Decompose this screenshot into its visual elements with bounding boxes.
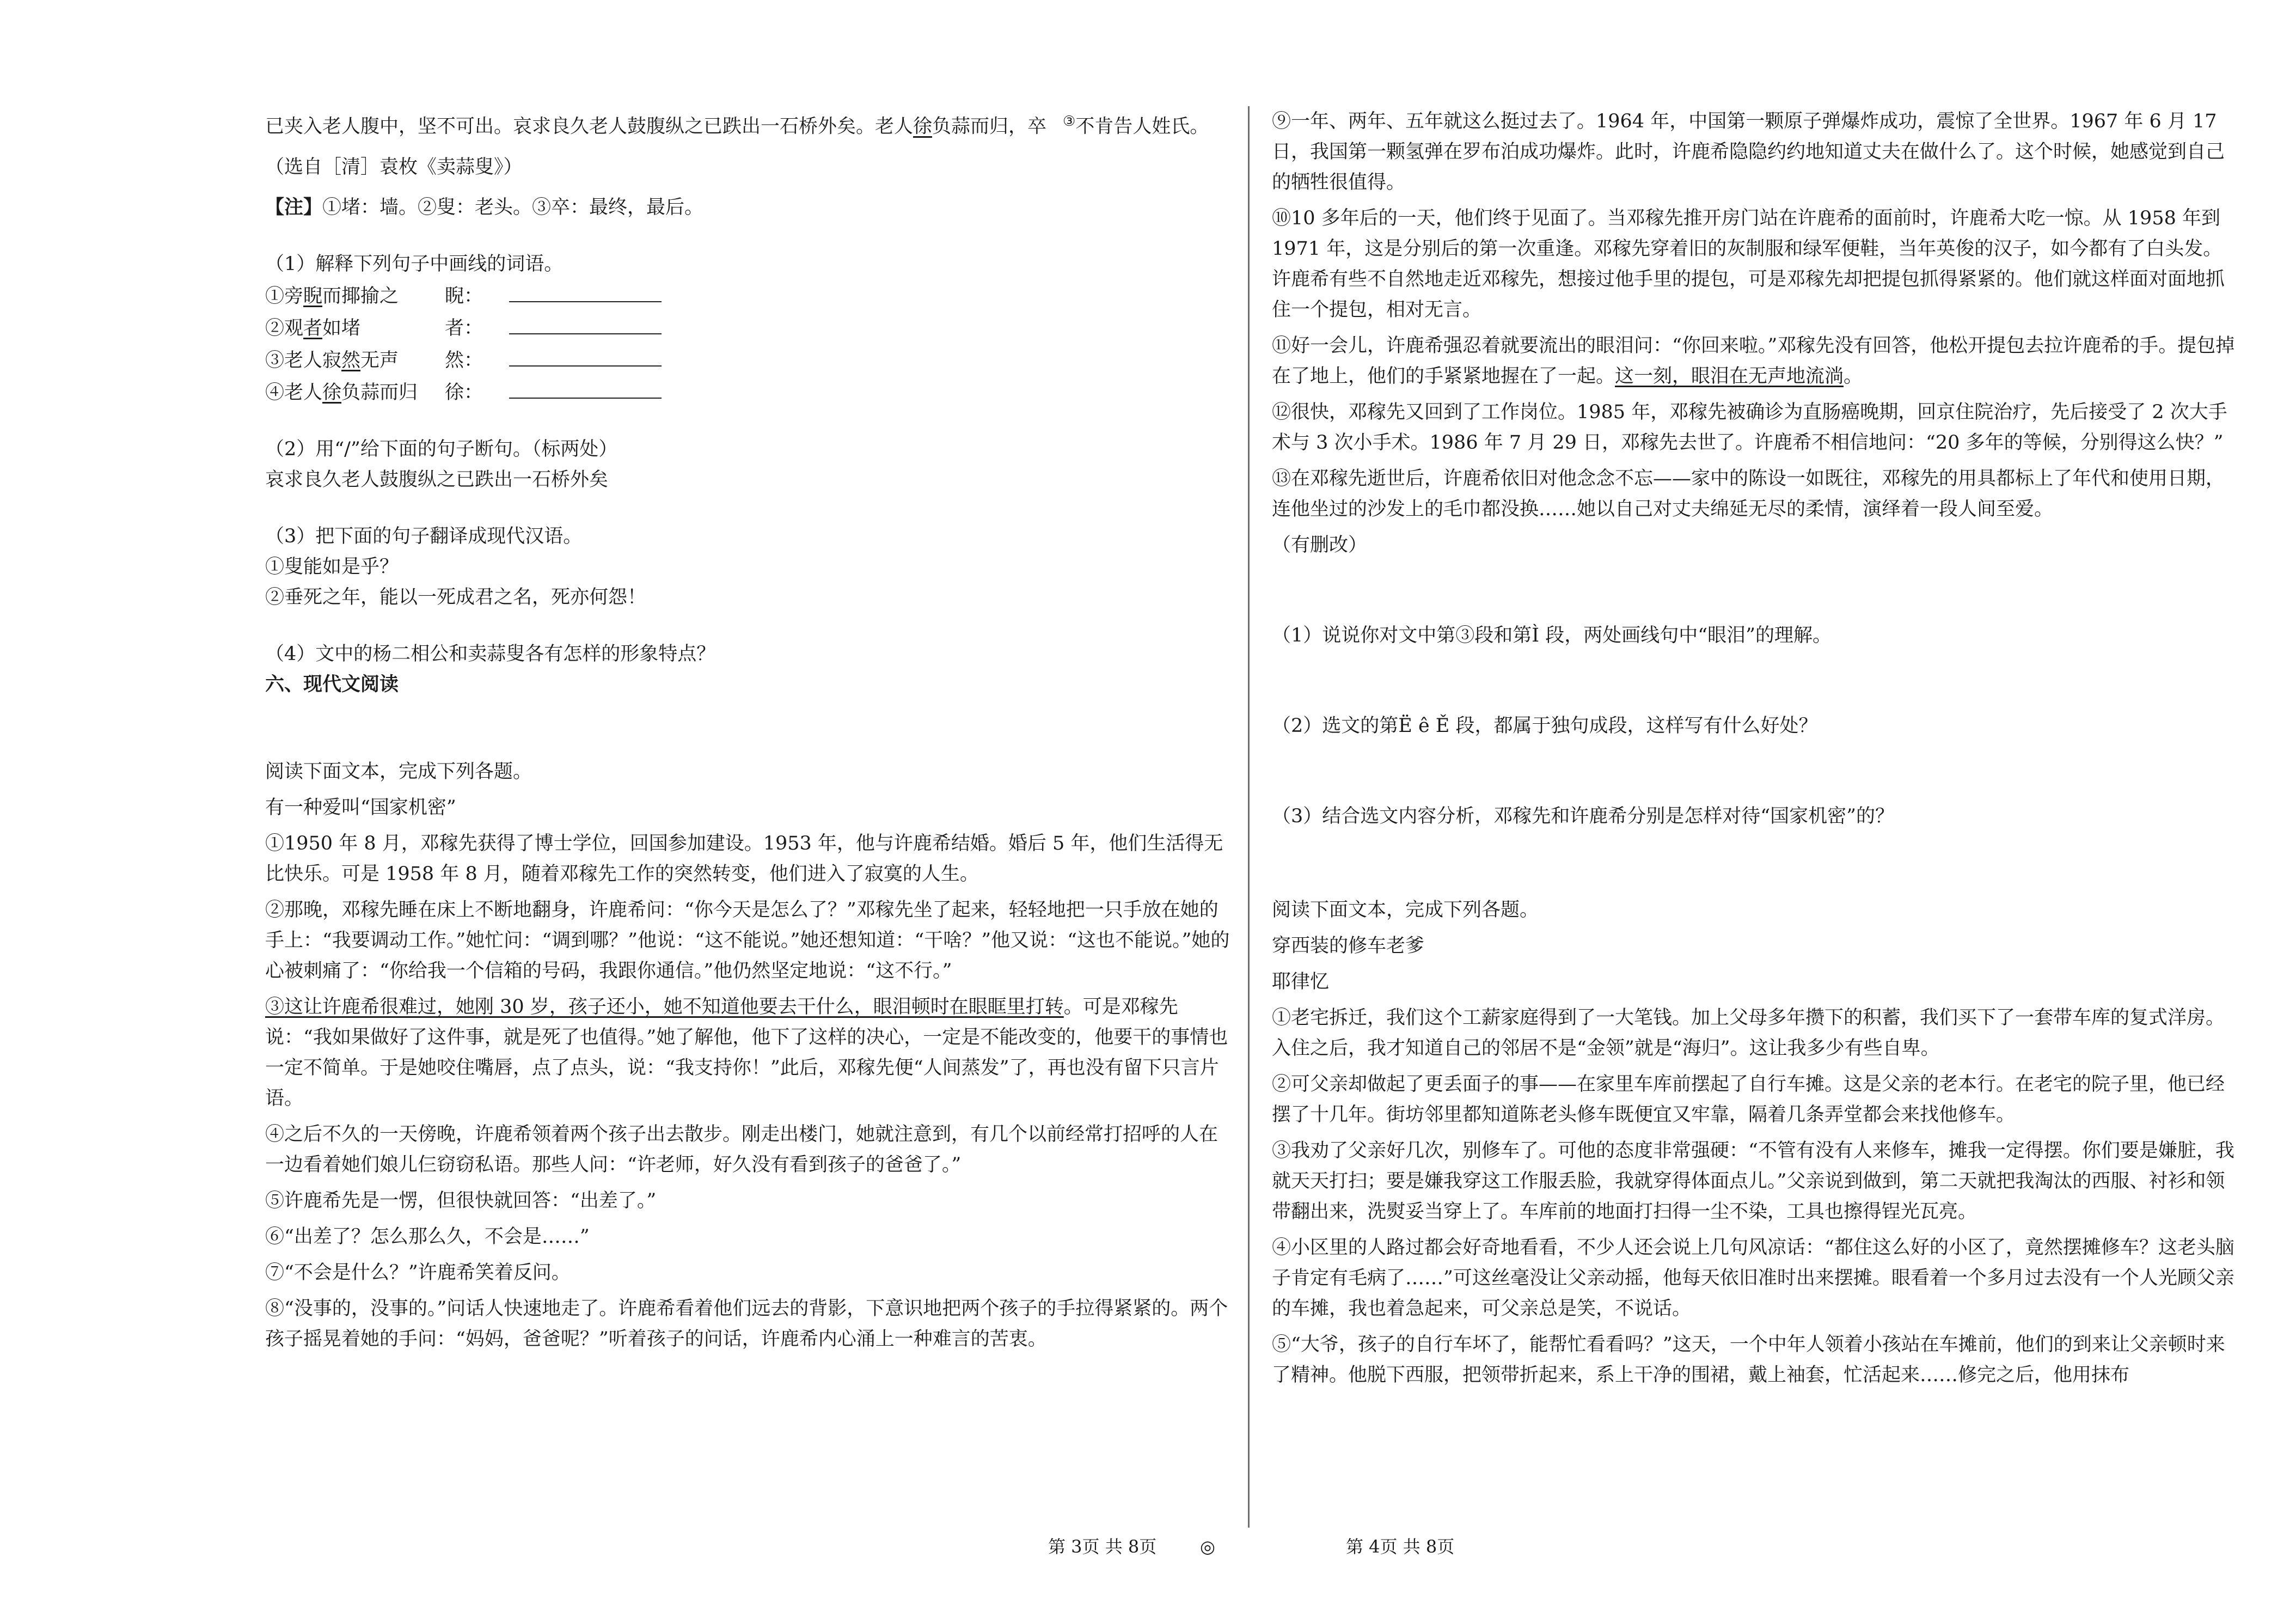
- q1-item: ④老人徐负蒜而归 徐：: [265, 376, 1232, 408]
- paragraph: ⑧“没事的，没事的。”问话人快速地走了。许鹿希看着他们远去的背影，下意识地把两个孩子的手拉得紧紧的。两个孩子摇晃着她的手问：“妈妈，爸爸呢？”听着孩子的问话，许鹿希内心涌上一种难言的苦衷。: [265, 1297, 1228, 1350]
- passage-title: 有一种爱叫“国家机密”: [265, 796, 456, 819]
- footnote-marker: ③: [1063, 113, 1076, 130]
- paragraph: ④之后不久的一天傍晚，许鹿希领着两个孩子出去散步。刚走出楼门，她就注意到，有几个以前经常打招呼的人在一边看着她们娘儿仨窃窃私语。那些人问：“许老师，好久没有看到孩子的爸爸了。”: [265, 1123, 1219, 1176]
- underlined-sentence: ③这让许鹿希很难过，她刚 30 岁，孩子还小，她不知道他要去干什么，眼泪顿时在眼眶里打转: [265, 996, 1064, 1018]
- paragraph: ⑨一年、两年、五年就这么挺过去了。1964 年，中国第一颗原子弹爆炸成功，震惊了全世界。1967 年 6 月 17 日，我国第一颗氢弹在罗布泊成功爆炸。此时，许鹿希隐隐约约地知道丈夫在做什么了。这个时候，她感觉到自己的牺牲很值得。: [1272, 111, 2225, 193]
- paragraph: ⑬在邓稼先逝世后，许鹿希依旧对他念念不忘——家中的陈设一如既往，邓稼先的用具都标上了年代和使用日期，连他坐过的沙发上的毛巾都没换……她以自己对丈夫绵延无尽的柔情，演绎着一段人间至爱。: [1272, 468, 2225, 520]
- answer-blank[interactable]: [509, 312, 662, 334]
- question-3-item: ②垂死之年，能以一死成君之名，死亦何怨！: [265, 586, 647, 608]
- section-heading: 六、现代文阅读: [265, 673, 399, 695]
- text-segment: 已夹入老人腹中，坚不可出。哀求良久老人鼓腹纵之已跌出一石桥外矣。老人: [265, 115, 914, 138]
- passage-title: 穿西装的修车老爹: [1272, 935, 1425, 957]
- q1-item: ①旁睨而揶揄之 睨：: [265, 279, 1232, 312]
- paragraph: ⑤“大爷，孩子的自行车坏了，能帮忙看看吗？”这天，一个中年人领着小孩站在车摊前，他们的到来让父亲顿时来了精神。他脱下西服，把领带折起来，系上干净的围裙，戴上袖套，忙活起来……修完之后，他用抹布: [1272, 1334, 2225, 1386]
- paragraph: ⑩10 多年后的一天，他们终于见面了。当邓稼先推开房门站在许鹿希的面前时，许鹿希大吃一惊。从 1958 年到 1971 年，这是分别后的第一次重逢。邓稼先穿着旧的灰制服和绿军便鞋，当年英俊的汉子，如今都有了白头发。许鹿希有些不自然地走近邓稼先，想接过他手里的提包，可是邓稼先却把提包抓得紧紧的。他们就这样面对面地抓住一个提包，相对无言。: [1272, 207, 2225, 321]
- right-column: [1272, 106, 2238, 1390]
- annotation: [265, 192, 1232, 223]
- question-2: （2）选文的第Ë ê Ě 段，都属于独句成段，这样写有什么好处？: [1272, 715, 1818, 737]
- underlined-sentence: 这一刻，眼泪在无声地流淌: [1615, 365, 1844, 387]
- classical-text-ending: [265, 106, 1232, 142]
- q1-item: ②观者如堵 者：: [265, 312, 1232, 344]
- q1-item: ③老人寂然无声 然：: [265, 344, 1232, 376]
- question-2-text: 哀求良久老人鼓腹纵之已跌出一石桥外矣: [265, 468, 609, 491]
- text-segment: 不肯告人姓氏。: [1075, 115, 1209, 138]
- underlined-word: 徐: [913, 115, 933, 138]
- underlined-word: 然: [341, 349, 361, 371]
- page-number-left: 第 3页 共 8页: [1048, 1536, 1157, 1557]
- source-note: （有删改）: [1272, 534, 1368, 556]
- left-column: [265, 106, 1232, 1354]
- paragraph: ②可父亲却做起了更丢面子的事——在家里车库前摆起了自行车摊。这是父亲的老本行。在老宅的院子里，他已经摆了十几年。街坊邻里都知道陈老头修车既便宜又牢靠，隔着几条弄堂都会来找他修车。: [1272, 1073, 2225, 1126]
- question-2: （2）用“/”给下面的句子断句。（标两处）: [265, 438, 618, 460]
- underlined-word: 者: [303, 317, 323, 339]
- paragraph: ⑪好一会儿，许鹿希强忍着就要流出的眼泪问：“你回来啦。”邓稼先没有回答，他松开提包去拉许鹿希的手。提包掉在了地上，他们的手紧紧地握在了一起。这一刻，眼泪在无声地流淌。: [1272, 335, 2235, 387]
- text-segment: 负蒜而归，卒: [932, 115, 1047, 138]
- paragraph: ①1950 年 8 月，邓稼先获得了博士学位，回国参加建设。1953 年，他与许鹿希结婚。婚后 5 年，他们生活得无比快乐。可是 1958 年 8 月，随着邓稼先工作的突然转变，他们进入了寂寞的人生。: [265, 832, 1223, 885]
- underlined-word: 徐: [322, 381, 342, 404]
- paragraph: ⑤许鹿希先是一愣，但很快就回答：“出差了。”: [265, 1189, 657, 1212]
- paragraph: ⑦“不会是什么？”许鹿希笑着反问。: [265, 1261, 571, 1284]
- paragraph: ④小区里的人路过都会好奇地看看，不少人还会说上几句风凉话：“都住这么好的小区了，竟然摆摊修车？这老头脑子肯定有毛病了……”可这丝毫没让父亲动摇，他每天依旧准时出来摆摊。眼看着一个多月过去没有一个人光顾父亲的车摊，我也着急起来，可父亲总是笑，不说话。: [1272, 1237, 2234, 1320]
- paragraph: ⑥“出差了？怎么那么久，不会是……”: [265, 1225, 590, 1248]
- answer-blank[interactable]: [509, 279, 662, 302]
- question-1: （1）说说你对文中第③段和第Ì 段，两处画线句中“眼泪”的理解。: [1272, 625, 1832, 646]
- underlined-word: 睨: [303, 285, 323, 307]
- passage-author: 耶律忆: [1272, 971, 1330, 993]
- page-number-right: 第 4页 共 8页: [1346, 1536, 1455, 1557]
- answer-blank[interactable]: [509, 344, 662, 367]
- annotation-text: ①堵：墙。②叟：老头。③卒：最终，最后。: [322, 196, 704, 218]
- paragraph: ⑫很快，邓稼先又回到了工作岗位。1985 年，邓稼先被确诊为直肠癌晚期，回京住院治疗，先后接受了 2 次大手术与 3 次小手术。1986 年 7 月 29 日，邓稼先去世了。许鹿希不相信地问：“20 多年的等候，分别得这么快？”: [1272, 401, 2227, 454]
- annotation-label: 【注】: [265, 196, 323, 218]
- paragraph: ②那晚，邓稼先睡在床上不断地翻身，许鹿希问：“你今天是怎么了？”邓稼先坐了起来，轻轻地把一只手放在她的手上：“我要调动工作。”她忙问：“调到哪？”他说：“这不能说。”她还想知道：“干啥？”他又说：“这也不能说。”她的心被刺痛了：“你给我一个信箱的号码，我跟你通信。”他仍然坚定地说：“这不行。”: [265, 899, 1230, 982]
- question-3: （3）把下面的句子翻译成现代汉语。: [265, 525, 583, 547]
- paragraph: ③我劝了父亲好几次，别修车了。可他的态度非常强硬：“不管有没有人来修车，摊我一定得摆。你们要是嫌脏，我就天天打扫；要是嫌我穿这工作服丢脸，我就穿得体面点儿。”父亲说到做到，第二天就把我淘汰的西服、衬衫和领带翻出来，洗熨妥当穿上了。车库前的地面打扫得一尘不染，工具也擦得锃光瓦亮。: [1272, 1140, 2234, 1223]
- paragraph: ③这让许鹿希很难过，她刚 30 岁，孩子还小，她不知道他要去干什么，眼泪顿时在眼眶里打转。可是邓稼先说：“我如果做好了这件事，就是死了也值得。”她了解他，他下了这样的决心，一定是不能改变的，他要干的事情也一定不简单。于是她咬住嘴唇，点了点头，说：“我支持你！”此后，邓稼先便“人间蒸发”了，再也没有留下只言片语。: [265, 996, 1228, 1109]
- source-citation: （选自［清］袁枚《卖蒜叟》）: [265, 156, 523, 178]
- question-3: （3）结合选文内容分析，邓稼先和许鹿希分别是怎样对待“国家机密”的？: [1272, 805, 1895, 827]
- answer-blank[interactable]: [509, 376, 662, 399]
- paragraph: ①老宅拆迁，我们这个工薪家庭得到了一大笔钱。加上父母多年攒下的积蓄，我们买下了一套带车库的复式洋房。入住之后，我才知道自己的邻居不是“金领”就是“海归”。这让我多少有些自卑。: [1272, 1007, 2225, 1059]
- column-divider: [1248, 106, 1250, 1528]
- question-3-item: ①叟能如是乎？: [265, 555, 399, 578]
- question-1: （1）解释下列句子中画线的词语。: [265, 253, 564, 275]
- center-symbol: ◎: [1200, 1536, 1215, 1557]
- reading-instruction: 阅读下面文本，完成下列各题。: [265, 760, 532, 783]
- question-1-items: [265, 279, 1232, 408]
- question-4: （4）文中的杨二相公和卖蒜叟各有怎样的形象特点？: [265, 643, 716, 665]
- reading-instruction: 阅读下面文本，完成下列各题。: [1272, 899, 1539, 921]
